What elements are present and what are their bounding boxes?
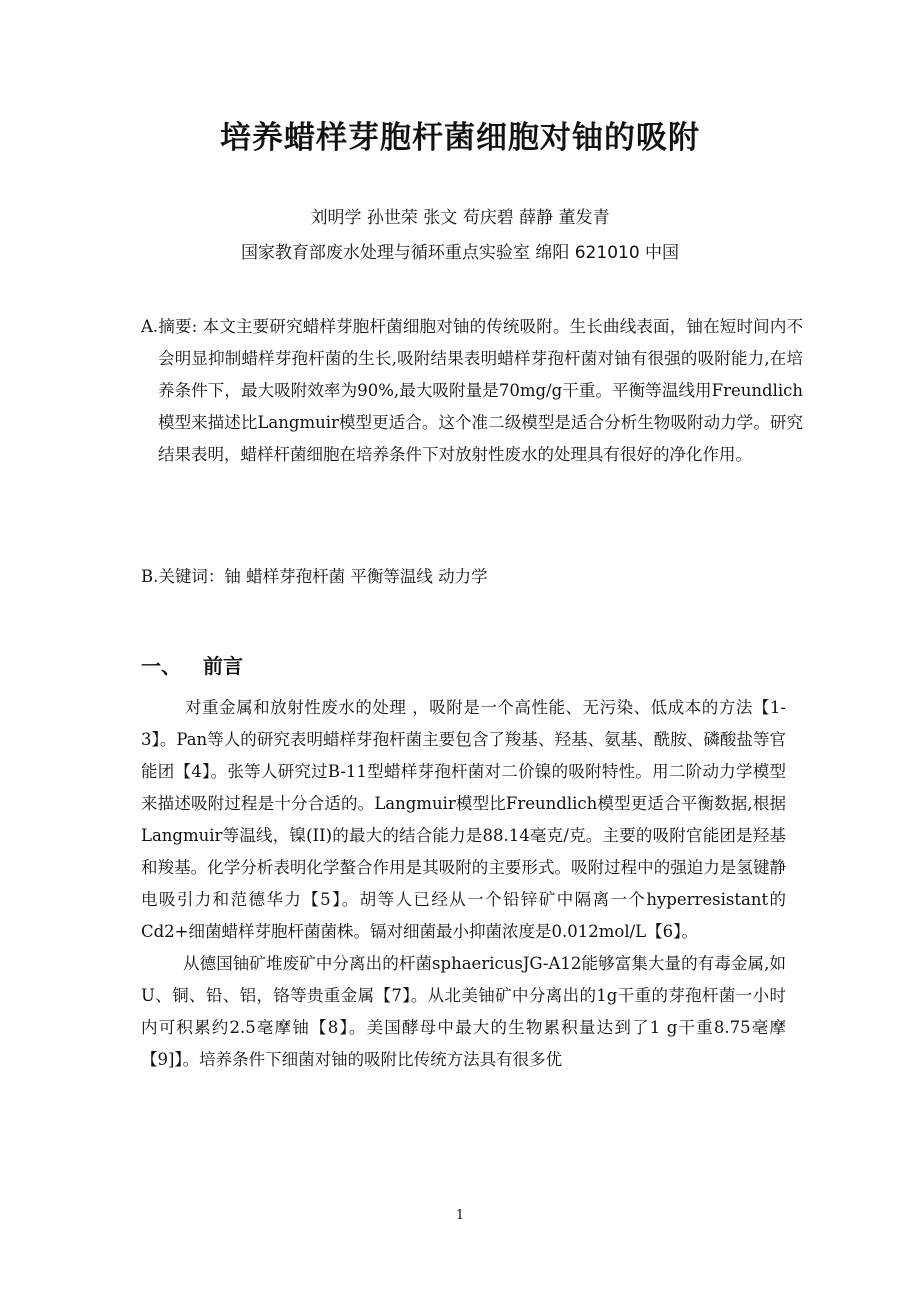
affiliation: 国家教育部废水处理与循环重点实验室 绵阳 621010 中国	[240, 243, 680, 263]
author-list: 刘明学 孙世荣 张文 苟庆碧 薛静 董发青	[310, 208, 610, 228]
paper-title: 培养蜡样芽胞杆菌细胞对铀的吸附	[220, 120, 700, 156]
page-number: 1	[455, 1208, 465, 1223]
keywords: B.关键词：铀 蜡样芽孢杆菌 平衡等温线 动力学	[141, 567, 488, 586]
section-title: 前言	[203, 654, 243, 678]
section-heading	[141, 650, 243, 679]
paragraph: 对重金属和放射性废水的处理 ，吸附是一个高性能、无污染、低成本的方法【1-3】。Pan等人的研究表明蜡样芽孢杆菌主要包含了羧基、羟基、氨基、酰胺、磷酸盐等官能团【4】。张等人研究过B-11型蜡样芽孢杆菌对二价镍的吸附特性。用二阶动力学模型来描述吸附过程是十分合适的。Langmuir模型比Freundlich模型更适合平衡数据,根据Langmuir等温线，镍(II)的最大的结合能力是88.14毫克/克。主要的吸附官能团是羟基和羧基。化学分析表明化学螯合作用是其吸附的主要形式。吸附过程中的强迫力是氢键静电吸引力和范德华力【5】。胡等人已经从一个铅锌矿中隔离一个hyperresistant的Cd2+细菌蜡样芽胞杆菌菌株。镉对细菌最小抑菌浓度是0.012mol/L【6】。	[141, 698, 786, 941]
abstract: A.摘要: 本文主要研究蜡样芽胞杆菌细胞对铀的传统吸附。生长曲线表面，铀在短时间内不会明显抑制蜡样芽孢杆菌的生长,吸附结果表明蜡样芽孢杆菌对铀有很强的吸附能力,在培养条件下，最大吸附效率为90%,最大吸附量是70mg/g干重。平衡等温线用Freundlich模型来描述比Langmuir模型更适合。这个准二级模型是适合分析生物吸附动力学。研究结果表明，蜡样杆菌细胞在培养条件下对放射性废水的处理具有很好的净化作用。	[141, 317, 803, 464]
paragraph: 从德国铀矿堆废矿中分离出的杆菌sphaericusJG-A12能够富集大量的有毒金属,如U、铜、铅、铝，铬等贵重金属【7】。从北美铀矿中分离出的1g干重的芽孢杆菌一小时内可积累约2.5毫摩铀【8】。美国酵母中最大的生物累积量达到了1 g干重8.75毫摩【9]】。培养条件下细菌对铀的吸附比传统方法具有很多优	[141, 954, 786, 1069]
section-number: 一、	[141, 654, 181, 678]
body-text	[141, 692, 786, 1076]
